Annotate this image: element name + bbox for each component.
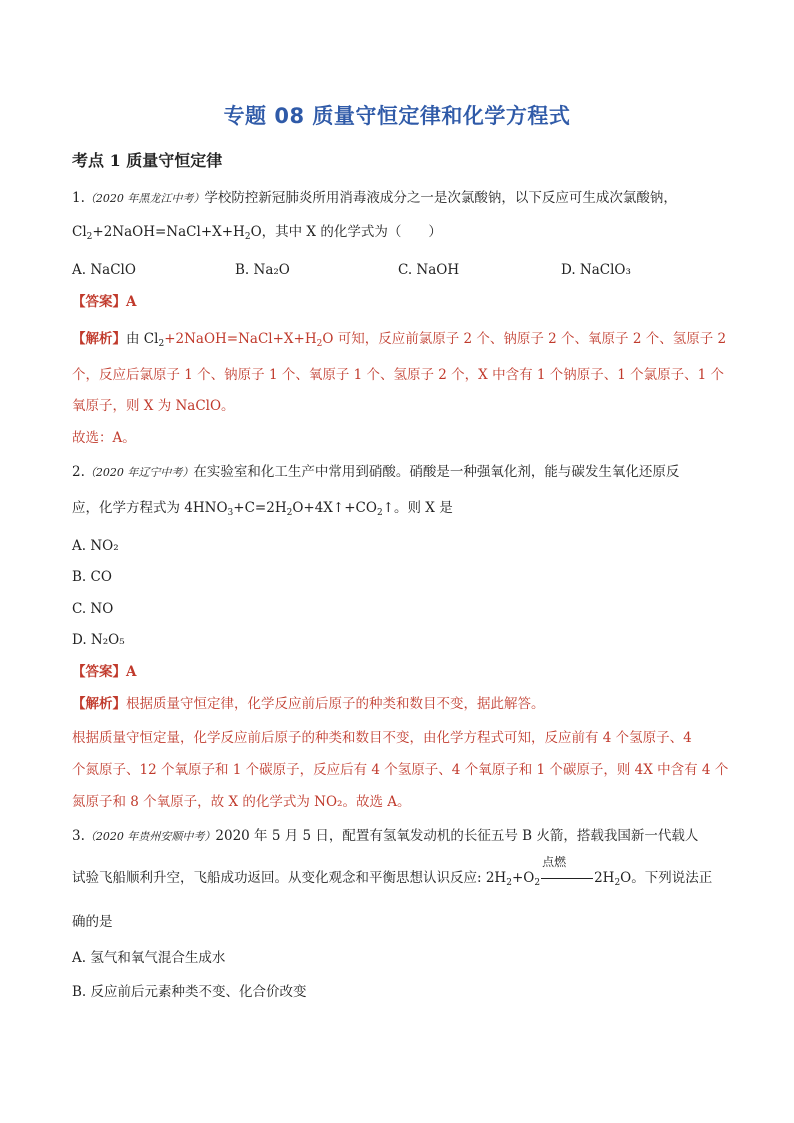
q1-source: （2020 年黑龙江中考） [84, 192, 205, 205]
q3-stem-line1: 3.（2020 年贵州安顺中考）2020 年 5 月 5 日，配置有氢氧发动机的长征五号 B 火箭，搭载我国新一代载人 [72, 828, 699, 844]
section-heading: 考点 1 质量守恒定律 [72, 151, 223, 170]
q3-source: （2020 年贵州安顺中考） [84, 830, 216, 843]
q1-option-b: B. Na₂O [235, 262, 290, 278]
q2-analysis-line3: 氮原子和 8 个氧原子，故 X 的化学式为 NO₂。故选 A。 [72, 794, 411, 810]
q1-choice: 故选：A。 [72, 430, 136, 446]
q2-answer: 【答案】A [72, 664, 137, 680]
q1-equation-line: $Cl_2+2NaOH=NaCl+X+H_2O$，其中 X 的化学式为（ ） [72, 224, 442, 242]
q2-stem-line2: 应，化学方程式为 $4HNO_3+C=2H_2O+4X↑+CO_2↑$。则 X 是 [72, 500, 453, 518]
q1-stem-line1: 1.（2020 年黑龙江中考）学校防控新冠肺炎所用消毒液成分之一是次氯酸钠，以下反应可生成次氯酸钠， [72, 190, 677, 206]
q3-option-b: B. 反应前后元素种类不变、化合价改变 [72, 984, 307, 1000]
q1-option-a: A. NaClO [72, 262, 136, 278]
q3-option-a: A. 氢气和氧气混合生成水 [72, 950, 226, 966]
q3-stem-line3: 确的是 [72, 914, 113, 930]
q3-stem-line2: 试验飞船顺利升空，飞船成功返回。从变化观念和平衡思想认识反应: $2H_2+O_2$ 点燃 $2H_2O$。下列说法正 [72, 855, 713, 888]
q2-analysis-line1: 根据质量守恒定量，化学反应前后原子的种类和数目不变，由化学方程式可知，反应前有 4 个氢原子、4 [72, 730, 692, 746]
q1-analysis-line2: 个，反应后氯原子 1 个、钠原子 1 个、氧原子 1 个、氢原子 2 个，X 中含有 1 个钠原子、1 个氯原子、1 个 [72, 367, 725, 383]
page-title: 专题 08 质量守恒定律和化学方程式 [223, 104, 571, 128]
q1-option-c: C. NaOH [398, 262, 460, 278]
q2-stem-line1: 2.（2020 年辽宁中考）在实验室和化工生产中常用到硝酸。硝酸是一种强氧化剂，能与碳发生氧化还原反 [72, 464, 680, 480]
q2-source: （2020 年辽宁中考） [84, 466, 194, 479]
q2-analysis-line0: 【解析】根据质量守恒定律，化学反应前后原子的种类和数目不变，据此解答。 [72, 696, 545, 712]
q1-option-d: D. NaClO₃ [561, 262, 631, 278]
q2-option-d: D. N₂O₅ [72, 632, 125, 648]
q1-options [72, 260, 724, 280]
reaction-condition: 点燃 [540, 868, 594, 888]
q2-analysis-line2: 个氮原子、12 个氧原子和 1 个碳原子，反应后有 4 个氢原子、4 个氧原子和 1 个碳原子，则 4X 中含有 4 个 [72, 762, 729, 778]
q2-option-b: B. CO [72, 569, 112, 585]
q1-analysis-line1: 【解析】由 $Cl_2+2NaOH=NaCl+X+H_2O$ 可知，反应前氯原子 2 个、钠原子 2 个、氧原子 2 个、氢原子 2 [72, 331, 727, 349]
q1-analysis-line3: 氧原子，则 X 为 NaClO。 [72, 398, 235, 414]
q1-answer: 【答案】A [72, 294, 137, 310]
q2-option-a: A. NO₂ [72, 538, 119, 554]
q2-option-c: C. NO [72, 601, 114, 617]
